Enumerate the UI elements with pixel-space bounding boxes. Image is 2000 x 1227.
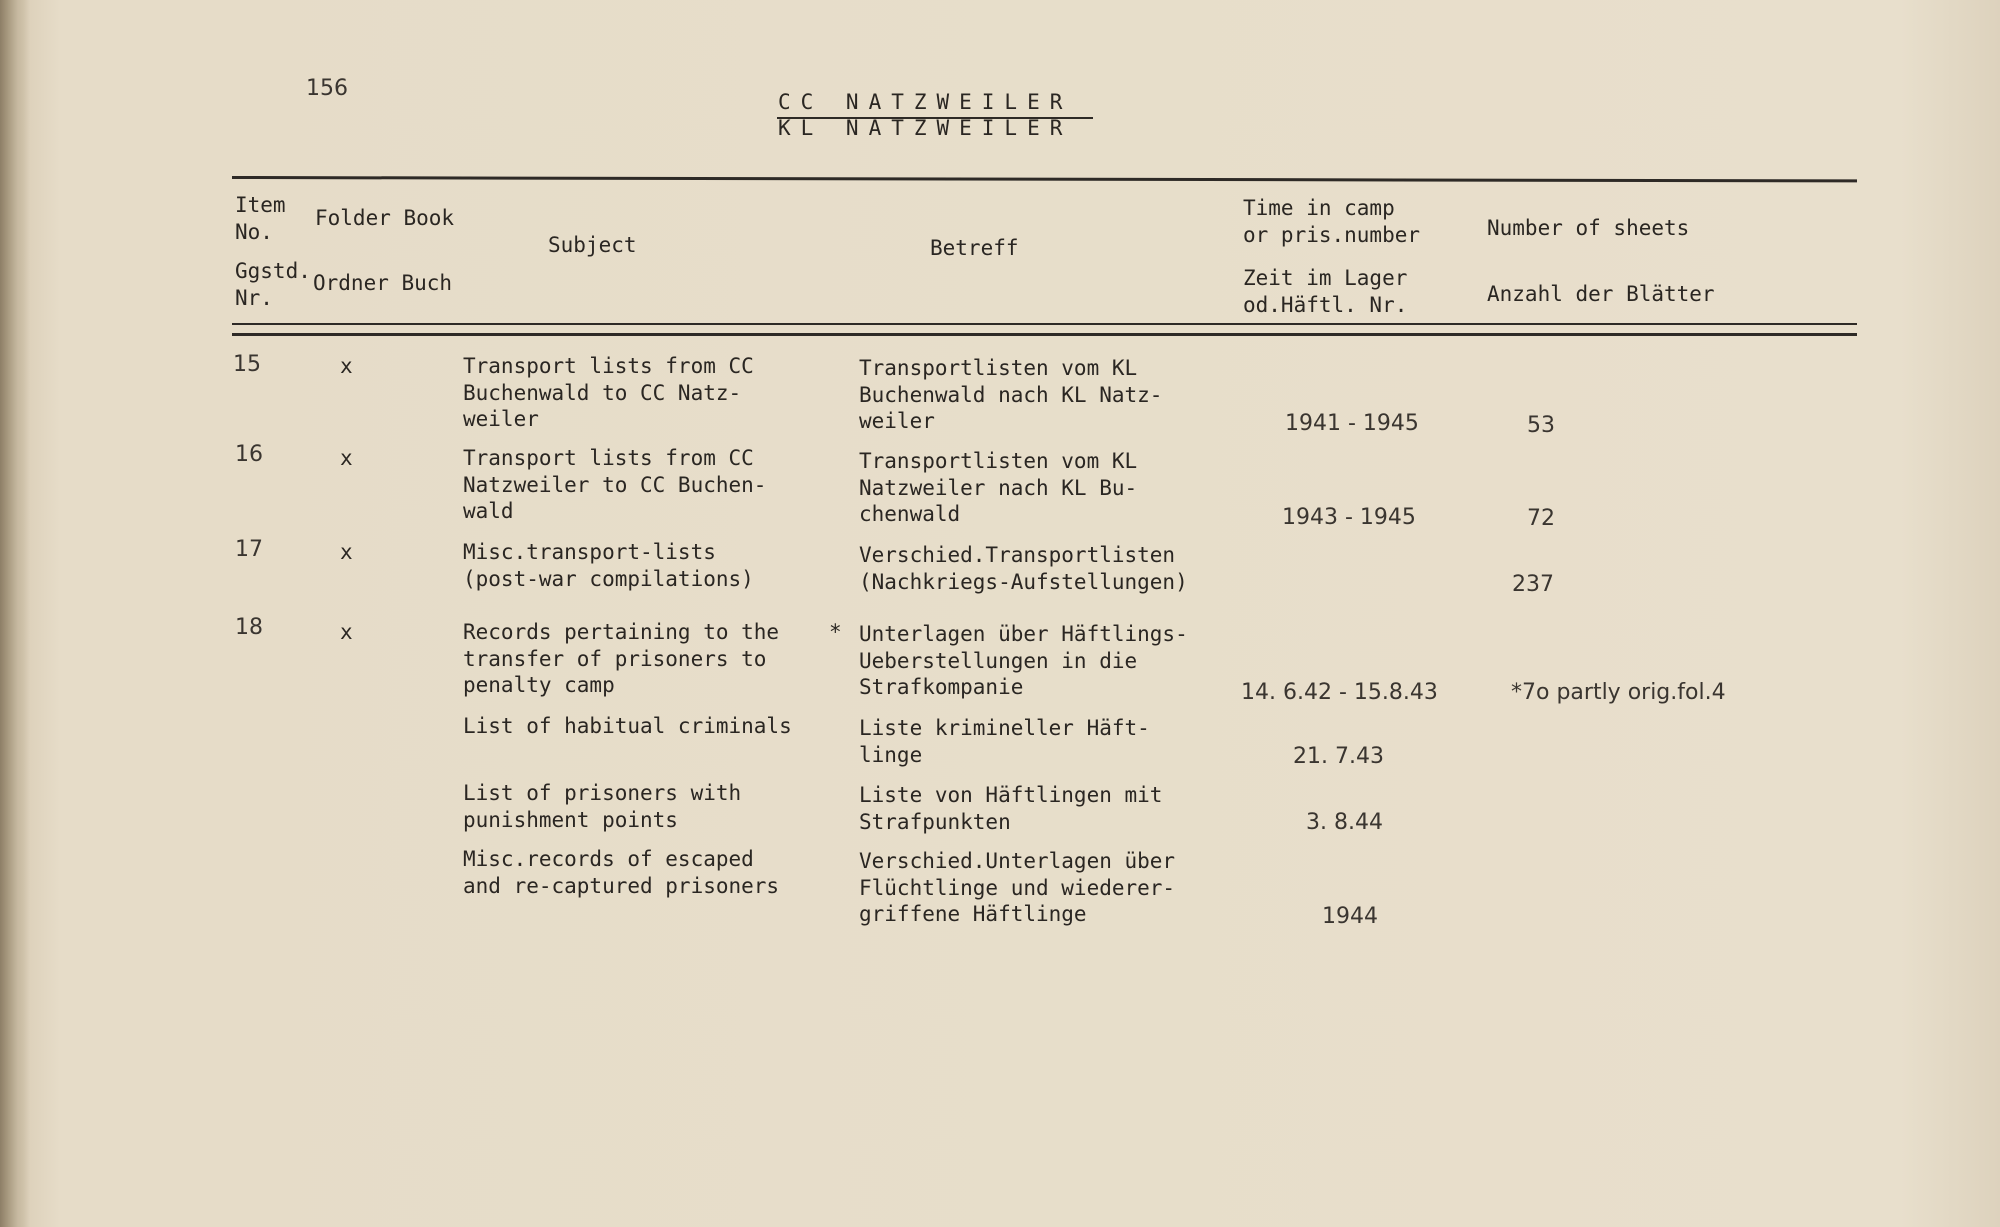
header-ggstd-nr: Ggstd. Nr.	[235, 259, 311, 310]
subentry-3-betreff: Verschied.Unterlagen über Flüchtlinge und wiederer- griffene Häftlinge	[859, 849, 1176, 926]
header-subject: Subject	[548, 233, 637, 257]
row-18-folder-mark: x	[340, 620, 353, 644]
row-17-folder-mark: x	[340, 540, 353, 564]
subentry-2-subject: List of prisoners with punishment points	[463, 781, 742, 832]
header-item-no: Item No.	[235, 193, 286, 244]
row-18-betreff: Unterlagen über Häftlings- Ueberstellungen in die Strafkompanie	[859, 622, 1188, 699]
row-18-subject: Records pertaining to the transfer of prisoners to penalty camp	[463, 620, 780, 697]
title-line-english: CC NATZWEILER	[778, 90, 1073, 114]
row-16-sheets: 72	[1527, 506, 1555, 531]
header-folder-book: Folder Book	[315, 206, 455, 230]
row-15-time: 1941 - 1945	[1285, 411, 1419, 436]
title-line-german: KL NATZWEILER	[778, 116, 1073, 140]
subentry-3-time: 1944	[1322, 904, 1378, 929]
subentry-1-betreff: Liste krimineller Häft- linge	[859, 716, 1150, 767]
row-17-betreff: Verschied.Transportlisten (Nachkriegs-Aufstellungen)	[859, 543, 1188, 594]
subentry-1-subject: List of habitual criminals	[463, 714, 792, 738]
subentry-2-time: 3. 8.44	[1306, 810, 1383, 835]
header-sheets-english: Number of sheets	[1487, 216, 1690, 240]
subentry-3-subject: Misc.records of escaped and re-captured prisoners	[463, 847, 780, 898]
row-16-subject: Transport lists from CC Natzweiler to CC Buchen- wald	[463, 446, 767, 523]
subentry-2-betreff: Liste von Häftlingen mit Strafpunkten	[859, 783, 1163, 834]
row-17-sheets: 237	[1512, 572, 1554, 597]
subentry-1-time: 21. 7.43	[1293, 744, 1384, 769]
row-17-item: 17	[235, 537, 263, 562]
book-binding-edge	[0, 0, 30, 1227]
row-16-betreff: Transportlisten vom KL Natzweiler nach KL Bu- chenwald	[859, 449, 1138, 526]
header-time-english: Time in camp or pris.number	[1243, 196, 1421, 247]
header-top-rule	[232, 176, 1857, 182]
page-number: 156	[306, 76, 348, 101]
row-18-item: 18	[235, 615, 263, 640]
row-18-time: 14. 6.42 - 15.8.43	[1241, 680, 1438, 705]
row-15-folder-mark: x	[340, 354, 353, 378]
header-sheets-german: Anzahl der Blätter	[1487, 282, 1715, 306]
row-15-subject: Transport lists from CC Buchenwald to CC Natz- weiler	[463, 354, 754, 431]
header-bottom-rule	[232, 333, 1857, 336]
header-time-german: Zeit im Lager od.Häftl. Nr.	[1243, 266, 1408, 317]
row-16-time: 1943 - 1945	[1282, 505, 1416, 530]
row-16-item: 16	[235, 442, 263, 467]
header-betreff: Betreff	[930, 236, 1019, 260]
header-ordner-buch: Ordner Buch	[313, 271, 453, 295]
row-18-sheets: *7o partly orig.fol.4	[1511, 680, 1726, 705]
row-15-item: 15	[233, 352, 261, 377]
row-18-asterisk: *	[829, 620, 842, 644]
row-17-subject: Misc.transport-lists (post-war compilations)	[463, 540, 754, 591]
row-16-folder-mark: x	[340, 446, 353, 470]
row-15-sheets: 53	[1527, 413, 1555, 438]
row-15-betreff: Transportlisten vom KL Buchenwald nach KL Natz- weiler	[859, 356, 1163, 433]
header-middle-rule	[232, 323, 1857, 325]
